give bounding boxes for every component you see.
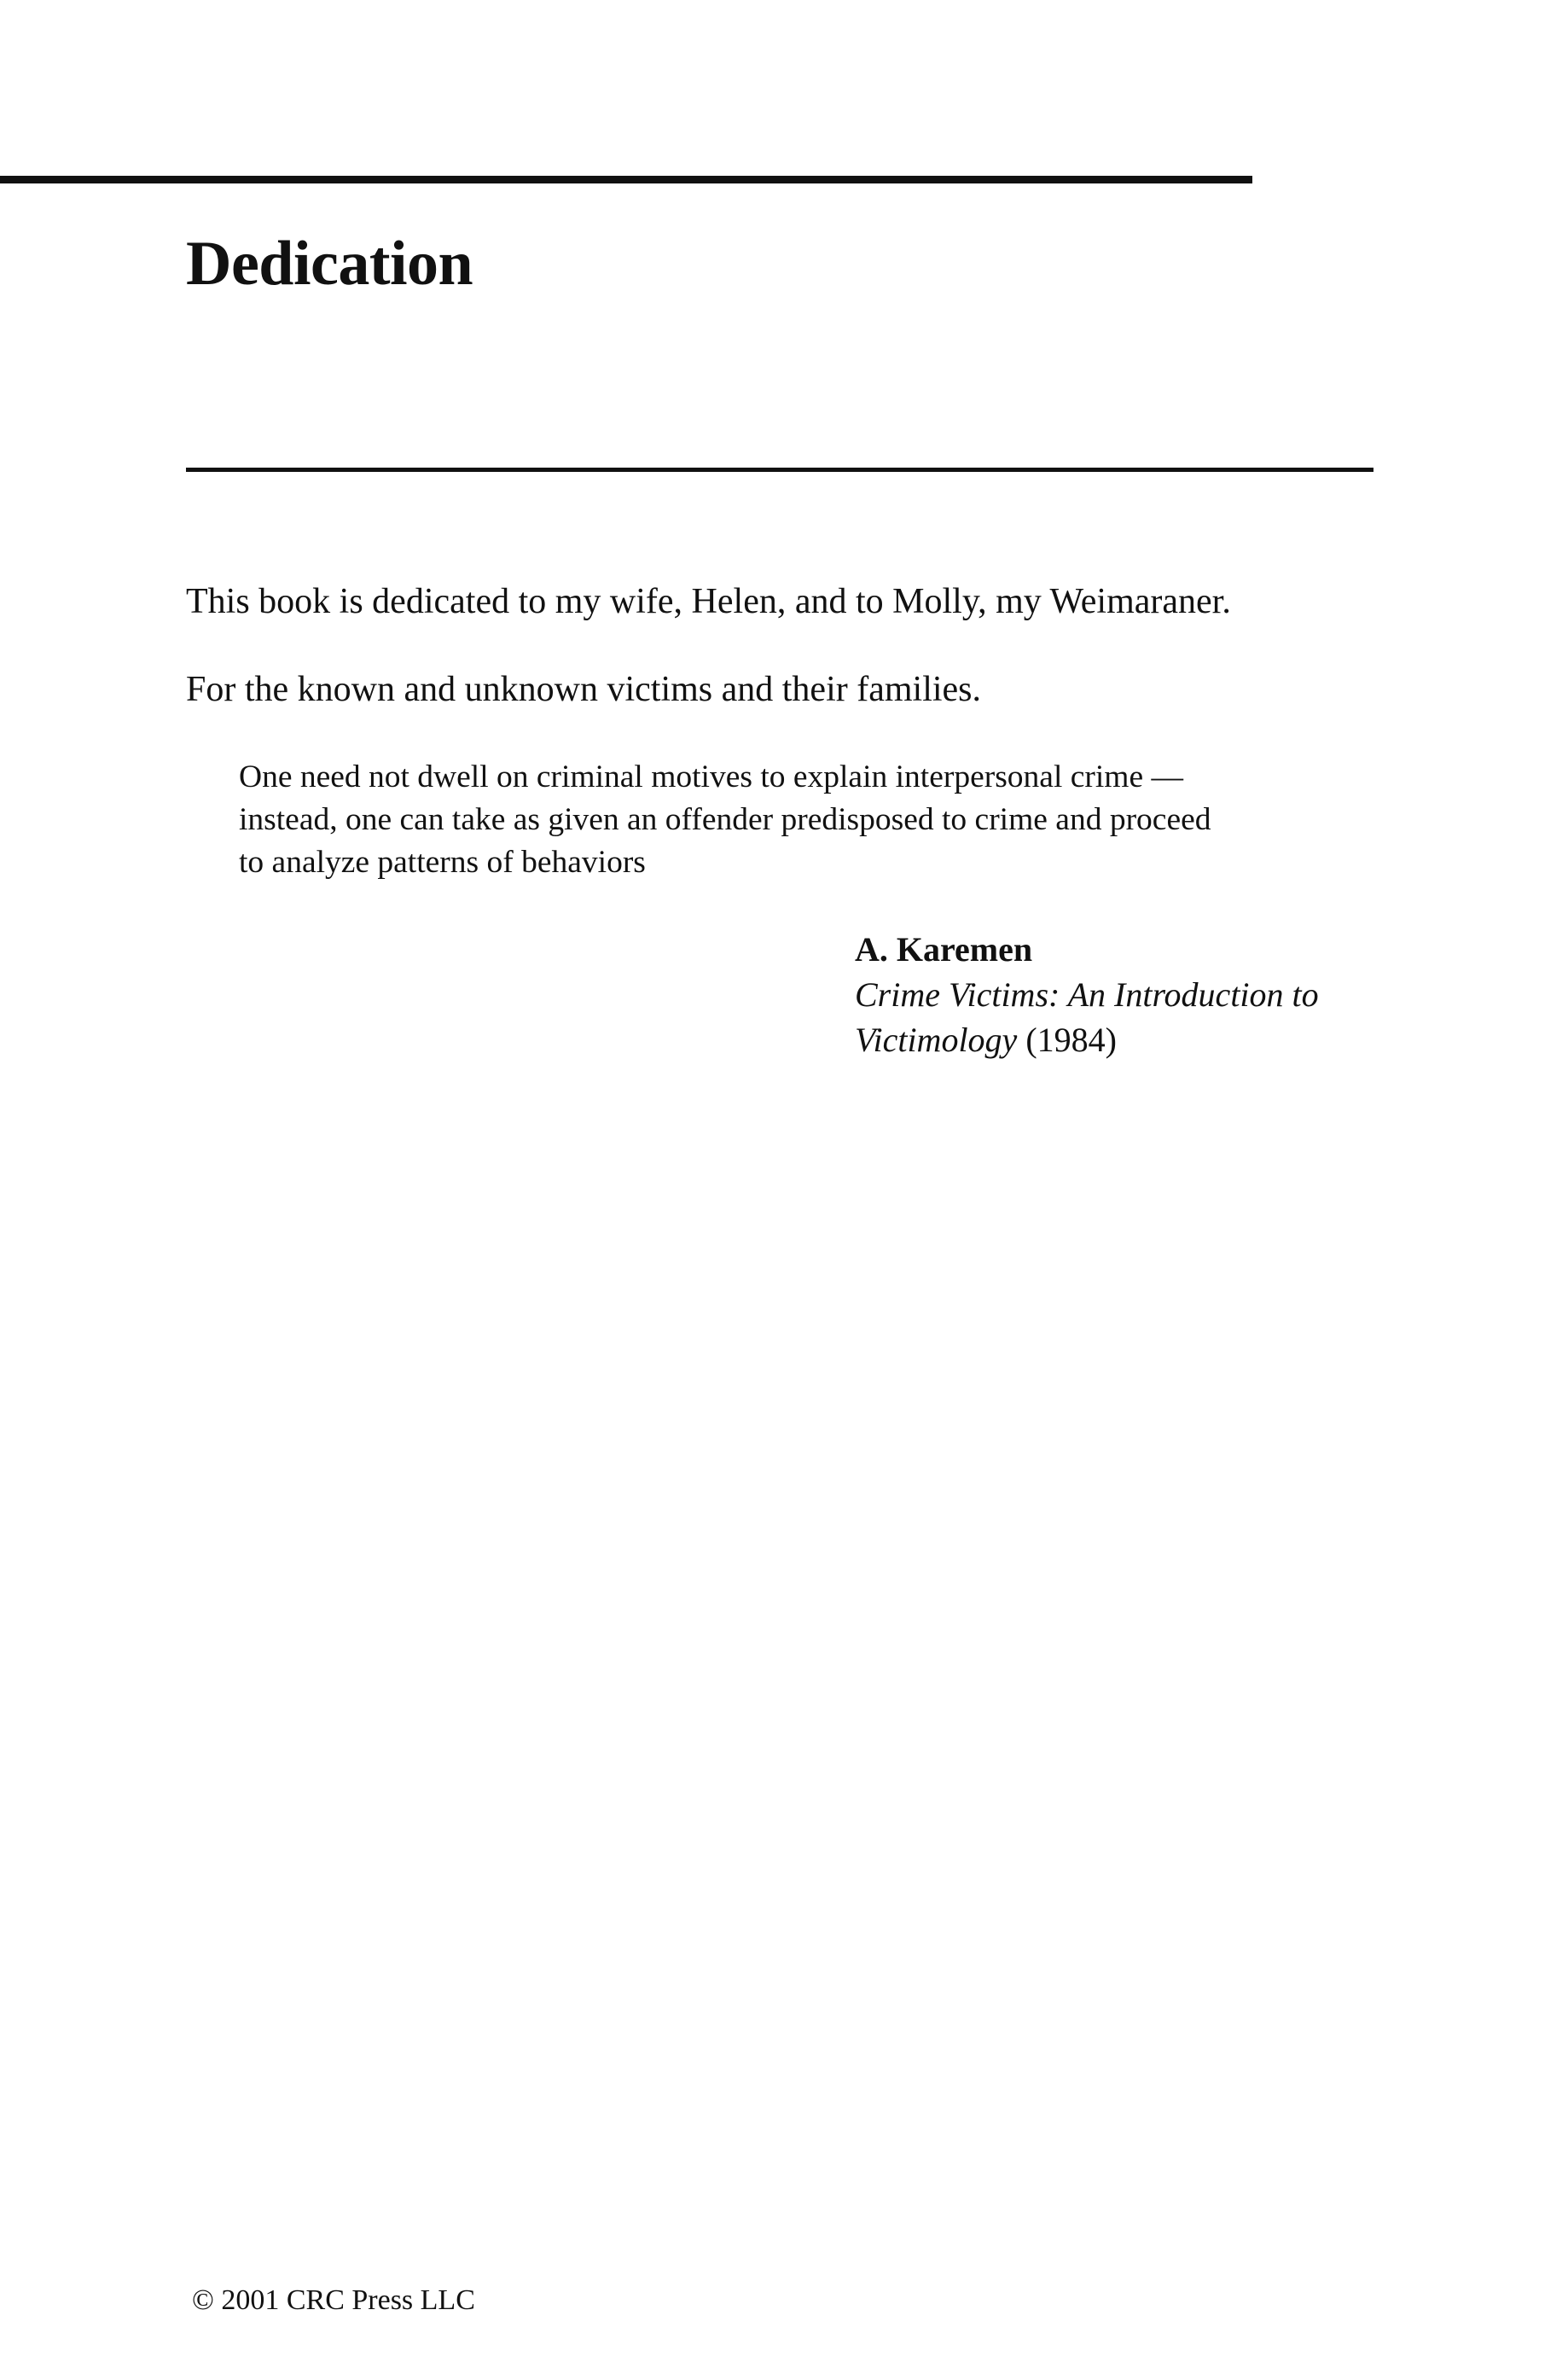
- attribution-work-title-part-1: Crime Victims: An Introduction to: [855, 975, 1319, 1014]
- page-title: Dedication: [186, 229, 473, 299]
- quote-attribution: [855, 927, 1319, 1062]
- quote-line: to analyze patterns of behaviors: [239, 845, 646, 880]
- epigraph-quote: [239, 756, 1211, 884]
- copyright-footer: © 2001 CRC Press LLC: [192, 2284, 475, 2316]
- quote-line: One need not dwell on criminal motives to explain interpersonal crime —: [239, 759, 1183, 794]
- attribution-work-line-2: [855, 1017, 1319, 1062]
- attribution-author: A. Karemen: [855, 930, 1033, 969]
- quote-line: instead, one can take as given an offender predisposed to crime and proceed: [239, 802, 1211, 837]
- section-rule: [186, 468, 1373, 472]
- top-rule: [0, 176, 1252, 183]
- dedication-line-2: For the known and unknown victims and their families.: [186, 670, 982, 709]
- attribution-year: (1984): [1017, 1021, 1117, 1059]
- attribution-work-title-part-2: Victimology: [855, 1021, 1018, 1059]
- attribution-work-line-1: [855, 972, 1319, 1017]
- dedication-line-1: This book is dedicated to my wife, Helen, and to Molly, my Weimaraner.: [186, 582, 1231, 621]
